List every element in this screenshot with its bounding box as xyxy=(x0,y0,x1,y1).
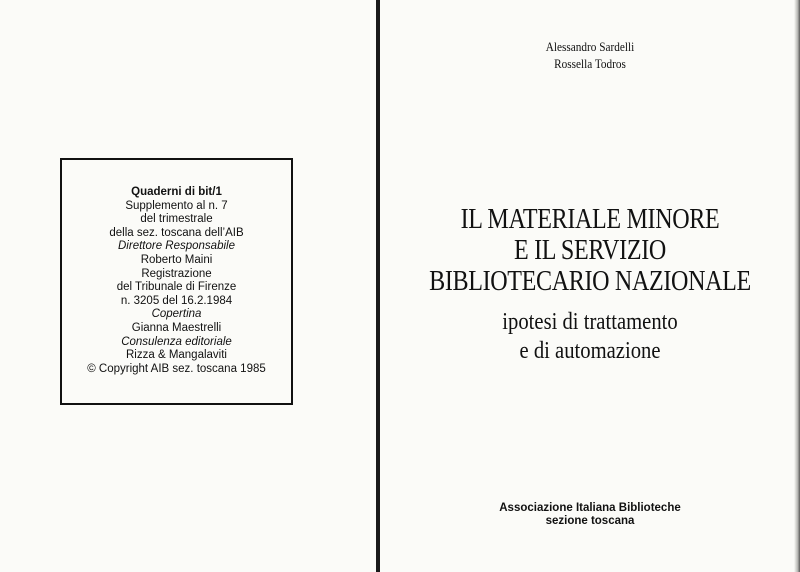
director-name: Roberto Maini xyxy=(140,253,213,266)
director-label: Direttore Responsabile xyxy=(118,240,235,253)
authors xyxy=(401,39,779,73)
supplement-line-3: della sez. toscana dell’AIB xyxy=(109,226,244,239)
title-line: IL MATERIALE MINORE xyxy=(460,204,720,235)
subtitle-line: ipotesi di trattamento xyxy=(502,309,678,335)
title-line: E IL SERVIZIO xyxy=(514,235,666,266)
editorial-name: Rizza & Mangalaviti xyxy=(126,349,227,362)
author-name: Rossella Todros xyxy=(554,57,626,71)
right-page xyxy=(380,0,800,572)
cover-name: Gianna Maestrelli xyxy=(131,321,222,334)
book-title xyxy=(380,204,800,297)
author-name: Alessandro Sardelli xyxy=(545,40,635,54)
cover-label: Copertina xyxy=(151,308,202,321)
page-edge-shadow xyxy=(794,0,800,572)
registration-line-3: n. 3205 del 16.2.1984 xyxy=(120,294,233,307)
registration-line-2: del Tribunale di Firenze xyxy=(116,281,237,294)
publisher xyxy=(380,502,800,528)
publisher-line: Associazione Italiana Biblioteche xyxy=(499,502,681,514)
copyright-line: © Copyright AIB sez. toscana 1985 xyxy=(87,362,266,375)
title-line: BIBLIOTECARIO NAZIONALE xyxy=(429,266,751,297)
supplement-line-2: del trimestrale xyxy=(140,213,213,226)
series-title: Quaderni di bit/1 xyxy=(131,186,222,198)
left-page xyxy=(0,0,376,572)
book-subtitle xyxy=(380,308,800,366)
colophon-box xyxy=(60,158,293,405)
registration-line-1: Registrazione xyxy=(141,267,212,280)
publisher-line: sezione toscana xyxy=(545,515,635,527)
supplement-line-1: Supplemento al n. 7 xyxy=(125,199,228,212)
subtitle-line: e di automazione xyxy=(519,338,661,364)
editorial-label: Consulenza editoriale xyxy=(121,335,232,348)
